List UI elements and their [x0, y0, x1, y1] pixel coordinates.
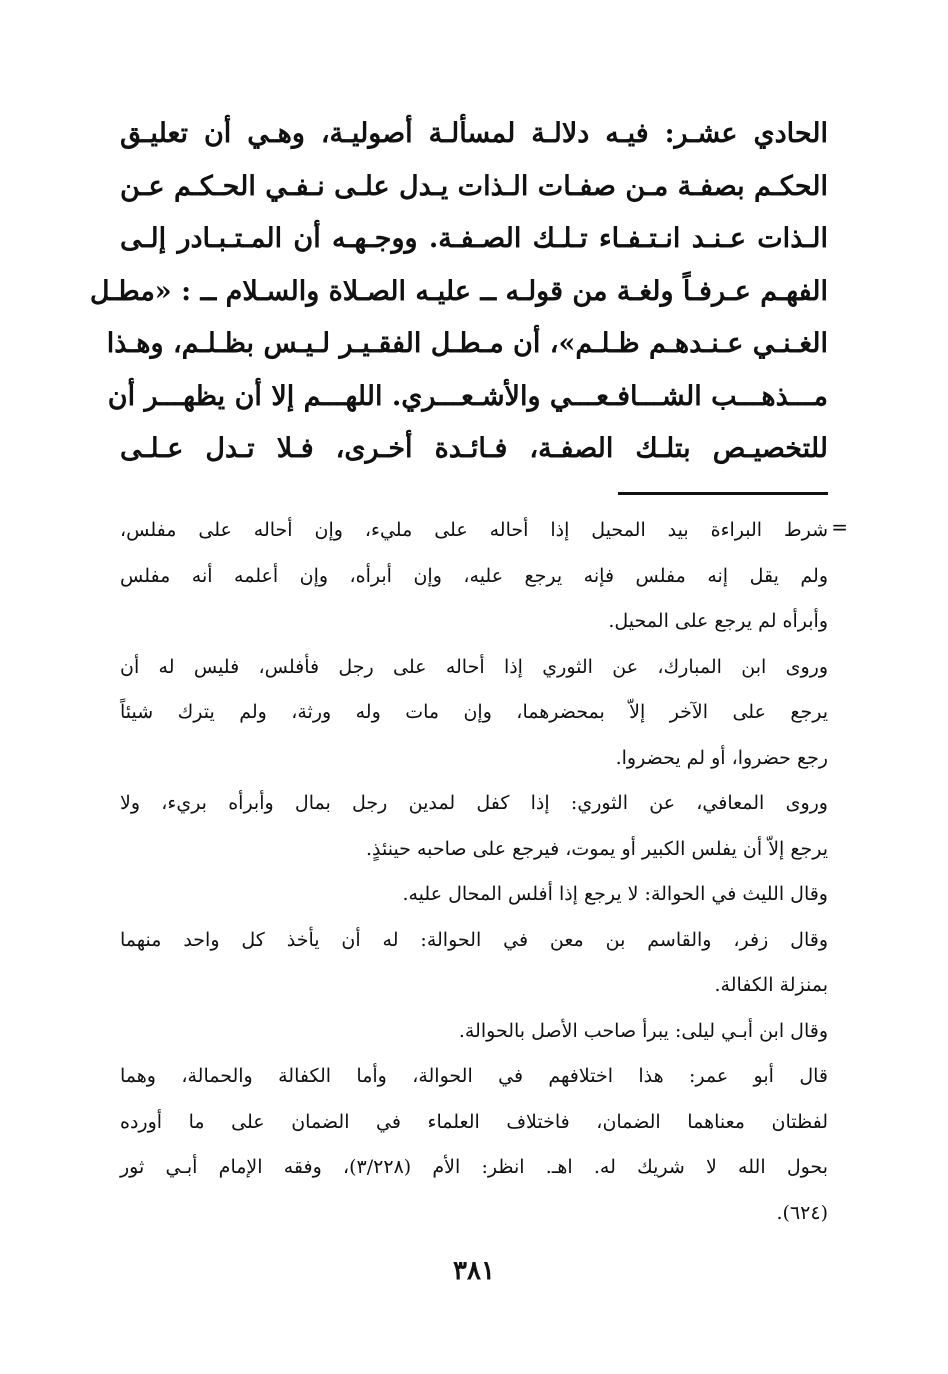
footnote-continuation-mark: = [831, 515, 848, 539]
footnote-line: رجع حضروا، أو لم يحضروا. [615, 746, 828, 769]
footnote-line: يرجع على الآخر إلاّ بمحضرهما، وإن مات وله ورثة، ولم يترك شيئاً [120, 701, 828, 723]
footnote-separator [618, 492, 828, 495]
main-line: الغـنـي عـنـدهـم ظـلـم»، أن مـطـل الفقـيـر لـيـس بظـلـم، وهـذا [106, 328, 828, 359]
footnote-line: وقال ابن أبـي ليلى: يبرأ صاحب الأصل بالحوالة. [458, 1019, 828, 1042]
footnote-line: ولم يقل إنه مفلس فإنه يرجع عليه، وإن أبرأه، وإن أعلمه أنه مفلس [120, 564, 828, 587]
footnote-line: وقال الليث في الحوالة: لا يرجع إذا أفلس المحال عليه. [402, 883, 828, 905]
footnote-line: لفظتان معناهما الضمان، فاختلاف العلماء في الضمان على ما أورده [120, 1110, 828, 1133]
footnote-line: قال أبو عمر: هذا اختلافهم في الحوالة، وأما الكفالة والحمالة، وهما [120, 1065, 828, 1087]
footnote-line: (٦٢٤). [776, 1201, 828, 1224]
footnote-line: وروى ابن المبارك، عن الثوري إذا أحاله على رجل فأفلس، فليس له أن [120, 655, 828, 678]
footnote-line: شرط البراءة بيد المحيل إذا أحاله على مليء، وإن أحاله على مفلس، [120, 519, 828, 541]
page-number: ٣٨١ [453, 1256, 495, 1286]
footnote-line: بمنزلة الكفالة. [714, 974, 828, 996]
footnote-line: وقال زفر، والقاسم بن معن في الحوالة: له أن يأخذ كل واحد منهما [120, 928, 828, 951]
footnote-line: وروى المعافي، عن الثوري: إذا كفل لمدين رجل بمال وأبرأه بريء، ولا [120, 792, 828, 814]
main-line: الـذات عـنـد انـتـفـاء تـلـك الصـفـة. ووجـهـه أن المـتـبـادر إلـى [120, 223, 828, 254]
main-line: الحادي عشـر: فيـه دلالـة لمسألـة أصوليـة، وهـي أن تعليـق [120, 118, 828, 149]
main-line: الحكـم بصفـة مـن صفـات الـذات يـدل علـى نـفـي الحـكـم عـن [120, 170, 828, 202]
main-paragraph [89, 108, 828, 476]
main-line: للتخصيـص بتلـك الصفـة، فـائـدة أخـرى، فـلا تـدل عـلـى [120, 433, 828, 464]
main-line: مـــذهـــب الشـــافـعـــي والأشـعـــري. اللهـــم إلا أن يظهـــر أن [107, 380, 828, 412]
footnote-line: يرجع إلاّ أن يفلس الكبير أو يموت، فيرجع على صاحبه حينئذٍ. [365, 837, 828, 860]
footnote-block [120, 508, 828, 1236]
footnote-line: وأبرأه لم يرجع على المحيل. [608, 610, 828, 632]
footnote-line: بحول الله لا شريك له. اهـ. انظر: الأم (٣/٢٢٨)، وفقه الإمام أبـي ثور [120, 1156, 828, 1178]
main-line: الفهـم عـرفـاً ولغـة من قولـه ــ عليـه الصـلاة والسـلام ــ : «مطـل [89, 275, 828, 307]
